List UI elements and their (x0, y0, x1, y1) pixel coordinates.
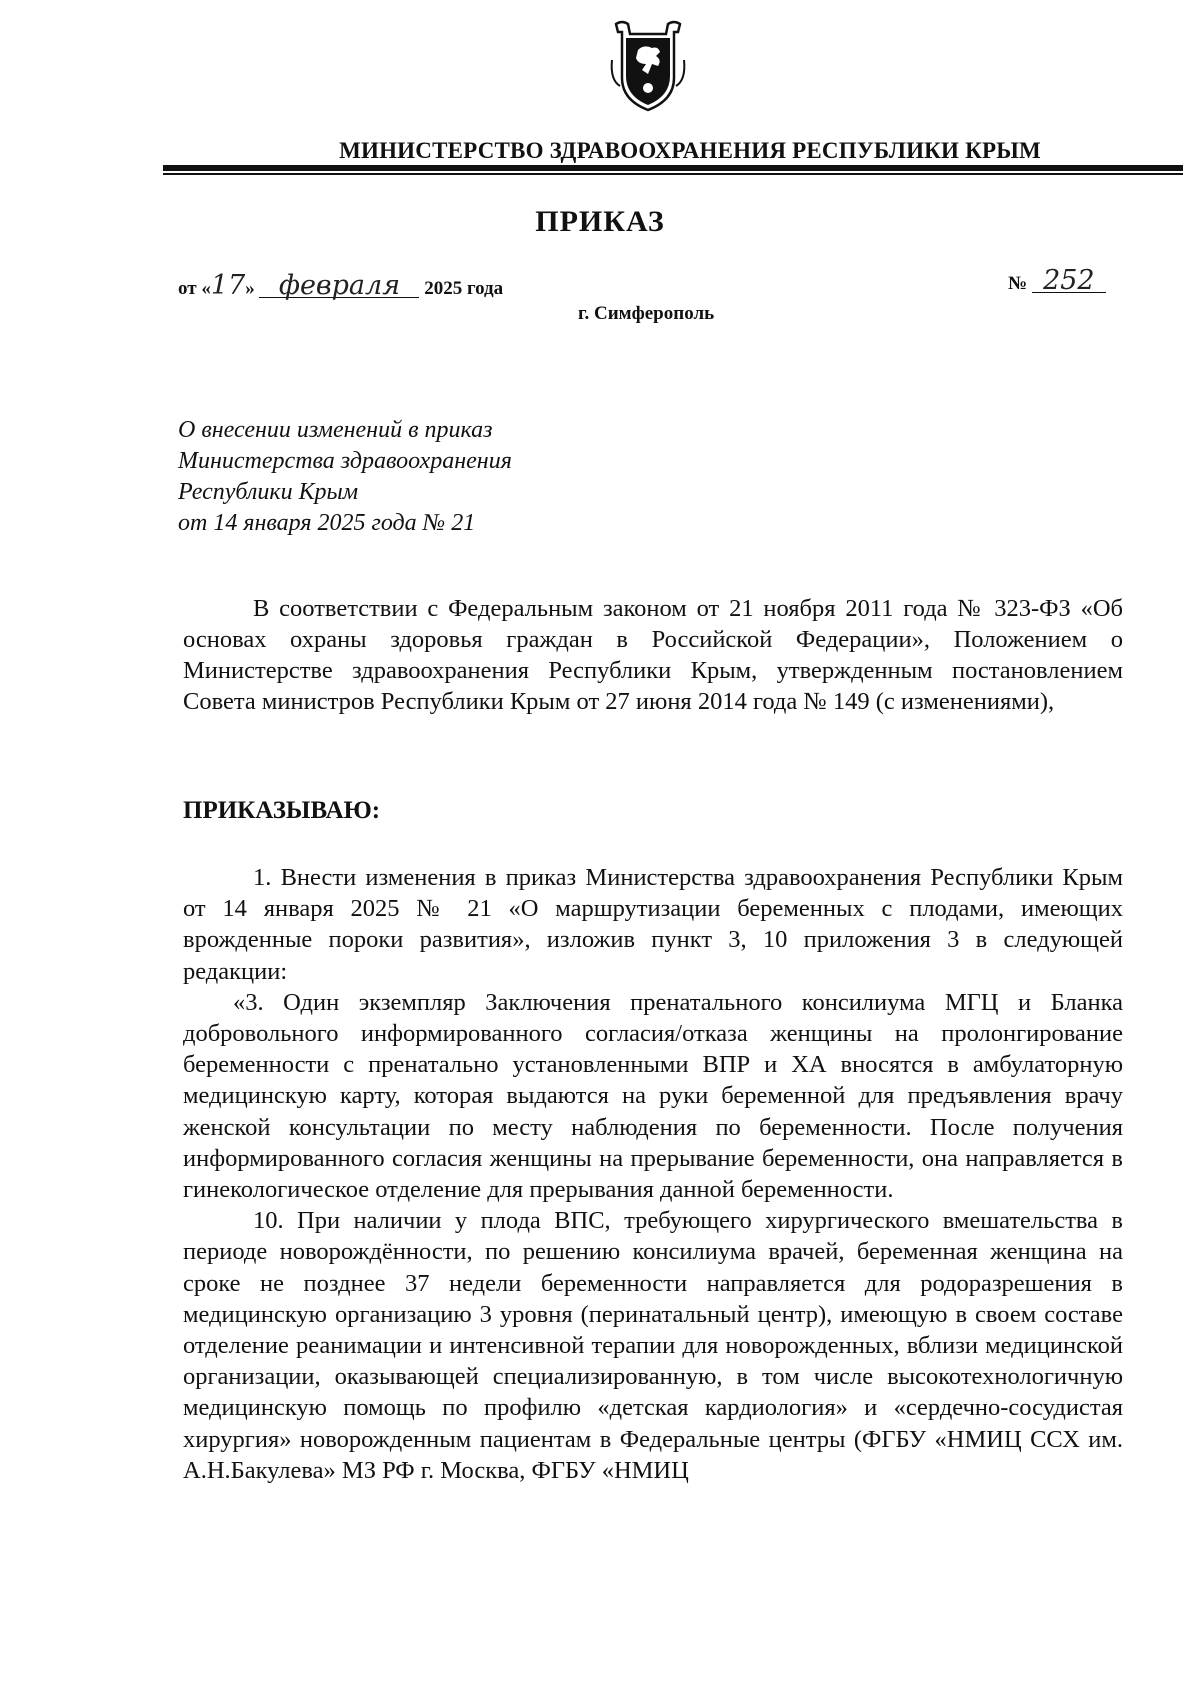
date-day: 17 (210, 270, 246, 301)
number-label: № (1008, 273, 1028, 294)
date-prefix: от « (178, 278, 211, 299)
order-subject (178, 415, 678, 539)
subject-line: О внесении изменений в приказ (178, 417, 493, 443)
header-divider-thick (163, 165, 1183, 171)
date-month: февраля (259, 275, 419, 298)
preamble-text: В соответствии с Федеральным законом от 21 ноября 2011 года № 323-ФЗ «Об основах охраны здоровья граждан в Российской Федерации», Положением о Министерстве здравоохранения Республики Крым, утвержденным постановлением Совета министров Республики Крым от 27 июня 2014 года № 149 (с изменениями), (183, 595, 1123, 715)
item-10: 10. При наличии у плода ВПС, требующего хирургического вмешательства в периоде новорождённости, по решению консилиума врачей, беременная женщина на сроке не позднее 37 недели беременности направляется для родоразрешения в медицинскую организацию 3 уровня (перинатальный центр), имеющую в своем составе отделение реанимации и интенсивной терапии для новорожденных, вблизи медицинской организации, оказывающей специализированную, в том числе высокотехнологичную медицинскую помощь по профилю «детская кардиология» и «сердечно-сосудистая хирургия» новорожденным пациентам в Федеральные центры (ФГБУ «НМИЦ ССХ им. А.Н.Бакулева» МЗ РФ г. Москва, ФГБУ «НМИЦ (183, 1207, 1123, 1484)
ministry-name: МИНИСТЕРСТВО ЗДРАВООХРАНЕНИЯ РЕСПУБЛИКИ КРЫМ (339, 138, 1041, 163)
preamble (183, 593, 1123, 717)
date-year: 2025 года (424, 278, 504, 299)
date-mid: » (245, 278, 255, 299)
city: г. Симферополь (578, 303, 715, 324)
subject-line: Министерства здравоохранения (178, 448, 512, 474)
subject-line: от 14 января 2025 года № 21 (178, 510, 476, 536)
order-items (183, 862, 1123, 1486)
order-number (1008, 265, 1106, 296)
order-verb: ПРИКАЗЫВАЮ: (183, 797, 381, 824)
item-3-quote: «3. Один экземпляр Заключения пренатального консилиума МГЦ и Бланка добровольного информированного согласия/отказа женщины на пролонгирование беременности с пренатально установленными ВПР и ХА вносятся в амбулаторную медицинскую карту, которая выдаются на руки беременной для предъявления врачу женской консультации по месту наблюдения по беременности. После получения информированного согласия женщины на прерывание беременности, она направляется в гинекологическое отделение для прерывания данной беременности. (183, 988, 1123, 1204)
header-divider-thin (163, 173, 1183, 175)
crimea-coat-of-arms-icon (608, 20, 688, 112)
number-value: 252 (1032, 270, 1106, 293)
date-line (178, 270, 503, 301)
document-type: ПРИКАЗ (535, 205, 665, 238)
item-1: 1. Внести изменения в приказ Министерства здравоохранения Республики Крым от 14 января 2025 № 21 «О маршрутизации беременных с плодами, имеющих врожденные пороки развития», изложив пункт 3, 10 приложения 3 в следующей редакции: (183, 864, 1123, 985)
subject-line: Республики Крым (178, 479, 359, 505)
